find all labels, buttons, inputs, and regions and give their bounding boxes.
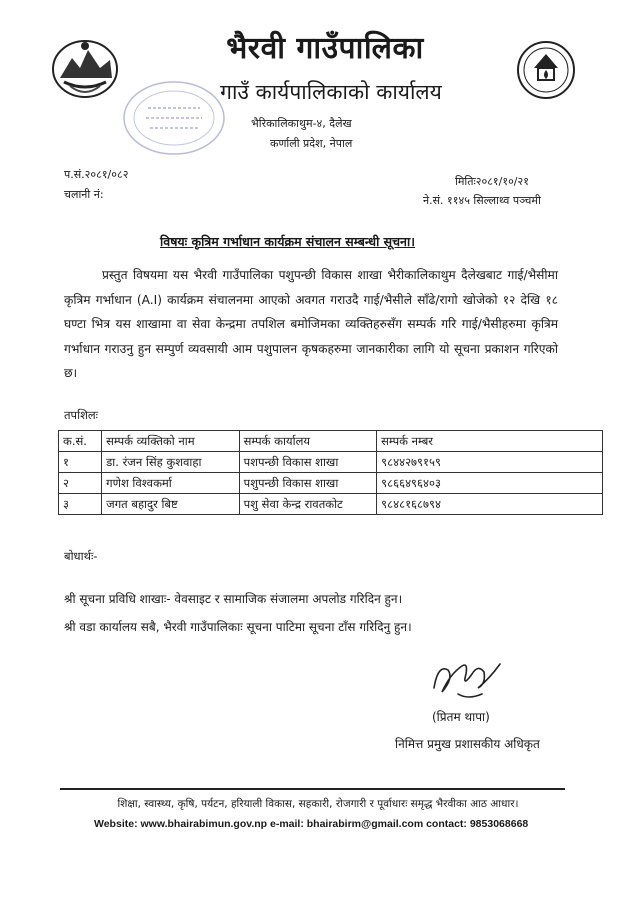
table-cell: पशु सेवा केन्द्र रावतकोट [239, 494, 377, 515]
nepal-sambat-date: ने.सं. ११४५ सिल्लाथ्व पञ्चमी [423, 194, 541, 207]
municipality-logo-icon [516, 40, 576, 100]
handwritten-signature [428, 644, 506, 710]
cc-line-1: श्री सूचना प्रविधि शाखाः- वेवसाइट र सामाजिक संजालमा अपलोड गरिदिन हुन। [64, 592, 403, 606]
table-row [59, 494, 603, 515]
table-cell: जगत बहादुर बिष्ट [102, 494, 240, 515]
footer-tagline: शिक्षा, स्वास्थ्य, कृषि, पर्यटन, हरियाली विकास, सहकारी, रोजगारी र पूर्वाधारः समृद्ध भैरवीका आठ आधार। [117, 798, 519, 810]
reference-number: प.सं.२०८१/०८२ [64, 168, 129, 181]
header-cell: क.सं. [59, 431, 102, 452]
address-line-1: भैरिकालिकाथुम-४, दैलेख [251, 117, 352, 130]
letter-date: मितिः२०८१/१०/२१ [455, 175, 529, 188]
subject-line: विषयः कृत्रिम गर्भाधान कार्यक्रम संचालन सम्बन्धी सूचना। [160, 234, 415, 249]
table-cell: पशपन्छी विकास शाखा [239, 452, 377, 473]
header-cell: सम्पर्क व्यक्तिको नाम [102, 431, 240, 452]
address-line-2: कर्णाली प्रदेश, नेपाल [270, 137, 353, 150]
table-cell: ९८४४२७९१५९ [377, 452, 603, 473]
signatory-name: (प्रितम थापा) [432, 710, 490, 724]
table-row [59, 473, 603, 494]
dispatch-number: चलानी नं: [64, 188, 104, 201]
contacts-table [58, 430, 603, 515]
cc-label: बोधार्थः- [64, 549, 98, 563]
table-cell: पशुपन्छी विकास शाखा [239, 473, 377, 494]
cc-line-2: श्री वडा कार्यालय सबै, भैरवी गाउँपालिकाः सूचना पाटिमा सूचना टाँस गरिदिनु हुन। [64, 620, 412, 634]
table-cell: ९८४८१६८७९४ [377, 494, 603, 515]
table-cell: गणेश विश्वकर्मा [102, 473, 240, 494]
office-title: भैरवी गाउँपालिका [226, 31, 424, 66]
table-cell: २ [59, 473, 102, 494]
table-header-row [59, 431, 603, 452]
table-cell: १ [59, 452, 102, 473]
signatory-designation: निमित्त प्रमुख प्रशासकीय अधिकृत [395, 737, 540, 751]
header-cell: सम्पर्क कार्यालय [239, 431, 377, 452]
notice-body: प्रस्तुत विषयमा यस भैरवी गाउँपालिका पशुपन्छी विकास शाखा भैरीकालिकाथुम दैलेखबाट गाई/भैसीमा कृत्रिम गर्भाधान (A.I) कार्यक्रम संचालनमा आएको अवगत गराउदै गाई/भैसीले साँढे/रागो खोजेको १२ देखि १८ घण्टा भित्र यस शाखामा वा सेवा केन्द्रमा तपशिल बमोजिमका व्यक्तिहरुसँग सम्पर्क गरि गाई/भैसीहरुमा कृत्रिम गर्भाधान गराउनु हुन सम्पुर्ण व्यवसायी आम पशुपालन कृषकहरुमा जानकारीका लागि यो सूचना प्रकाशन गरिएको छ। [64, 268, 558, 380]
footer-divider [60, 788, 565, 790]
table-cell: डा. रंजन सिंह कुशवाहा [102, 452, 240, 473]
table-cell: ३ [59, 494, 102, 515]
header-cell: सम्पर्क नम्बर [377, 431, 603, 452]
footer-contact: Website: www.bhairabimun.gov.np e-mail: bhairabirm@gmail.com contact: 9853068668 [94, 818, 529, 830]
nepal-emblem-icon [50, 38, 120, 100]
table-row [59, 452, 603, 473]
office-subtitle: गाउँ कार्यपालिकाको कार्यालय [220, 80, 442, 104]
table-cell: ९८६६४९६४०३ [377, 473, 603, 494]
details-label: तपशिलः [64, 408, 99, 422]
